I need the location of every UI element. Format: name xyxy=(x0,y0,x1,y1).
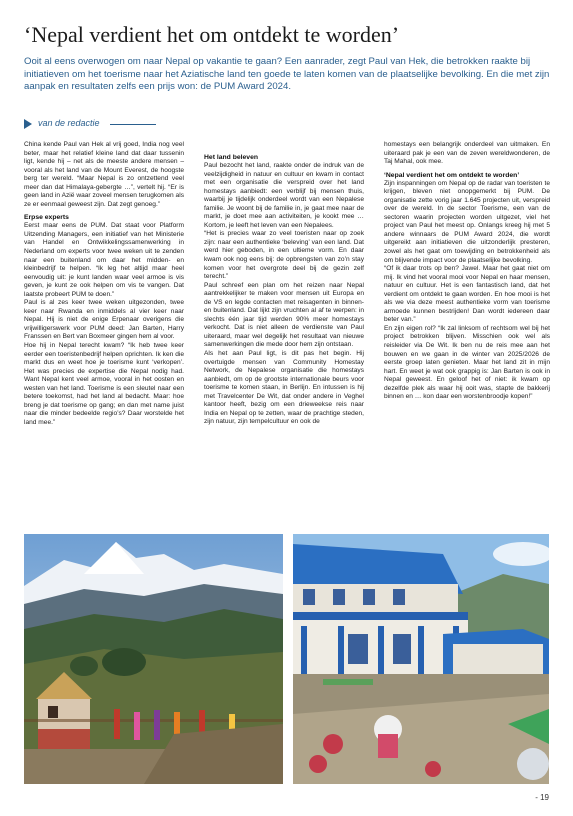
byline xyxy=(24,117,554,131)
paragraph: En zijn eigen rol? “Ik zal linksom of rechtsom wel bij het project betrokken blijven. Misschien ook wel als reisleider via De Wit. Ik ben nu de reis mee aan het bouwen en we gaan in de winter van 2025/2026 de eerste groep laten genieten. Maar het land zit in mijn hart. En weet je wat ook grappig is: Jan Barten is ook in Nepal geweest. En geloof het of niet: ik kwam op dezelfde plek als waar hij ooit was, stapte de bakkerij binnen en … kon daar een worstenbroodje kopen!” xyxy=(384,324,550,401)
triangle-icon xyxy=(24,119,32,129)
paragraph: Hoe hij in Nepal terecht kwam? “Ik heb twee keer eerder een toeristenbedrijf helpen oprichten. Ik ken die markt dus en weet hoe je toerisme kunt ‘verkopen’. Het was precies de expertise die Nepal nodig had. Want Nepal kent veel armoe, vooral in het oosten en westen van het land. Toerisme is een sleutel naar een betere toekomst, had het land al bedacht. Maar: hoe breng je dat toerisme op gang; en dan met name juist naar die minder bedeelde regio’s? Daar worstelde het land mee.” xyxy=(24,342,184,426)
column-3 xyxy=(384,141,550,402)
paragraph: Paul bezocht het land, raakte onder de indruk van de veelzijdigheid in natuur en cultuur en kwam in contact met een organisatie die verspreid over het land homestays aanbiedt: een verblijf bij mensen thuis, waarbij je tijdelijk onderdeel wordt van een Nepalese familie. Je woont bij de familie in, je gaat mee naar de markt, je doet mee aan activiteiten, je kookt mee … Kortom, je leeft het leven van een Nepalees. xyxy=(204,162,364,229)
paragraph: Paul schreef een plan om het reizen naar Nepal aantrekkelijker te maken voor mensen uit Europa en de VS en legde contacten met reisagenten in binnen- en buitenland. Dat lijkt zijn vruchten al af te werpen: in slechts één jaar tijd werden 90% meer homestays verkocht. Dat is niet alleen de verdienste van Paul uiteraard, maar wel degelijk het resultaat van nieuwe samenwerkingen die mede door hem zijn ontstaan. xyxy=(204,281,364,349)
photo-mountain-village xyxy=(24,534,283,784)
subheading: Het land beleven xyxy=(204,154,259,161)
paragraph: “Het is precies waar zo veel toeristen naar op zoek zijn: naar een authentieke ‘beleving’ van een land. Dat werd hier geboden, in een ultieme vorm. En daar kwam ook nog eens bij: de opbrengsten van zo’n stay komen voor het overgrote deel bij de gezin zelf terecht.” xyxy=(204,230,364,281)
column-2 xyxy=(204,141,364,427)
subheading: Erpse experts xyxy=(24,214,69,222)
photo-homestay-building xyxy=(293,534,549,784)
paragraph: Als het aan Paul ligt, is dit pas het begin. Hij overtuigde mensen van Community Homestay Network, de Nepalese organisatie die homestays aanbiedt, om op de grootste internationale beurs voor toerisme te komen staan, in Berlijn. En intussen is hij met Travelcenter De Wit, dat onder andere in Veghel kantoor heeft, bezig om een drieweekse reis naar India en Nepal op te zetten, waar de prachtige steden, zijn natuur, zijn tempelcultuur en ook de xyxy=(204,350,364,426)
byline-text: van de redactie xyxy=(38,118,100,128)
article-title: ‘Nepal verdient het om ontdekt te worden’ xyxy=(24,22,400,47)
subheading: ‘Nepal verdient het om ontdekt te worden’ xyxy=(384,171,520,179)
paragraph: homestays een belangrijk onderdeel van uitmaken. En uiteraard pak je een van de zeven wereldwonderen, de Taj Mahal, ook mee. xyxy=(384,141,550,166)
paragraph: China kende Paul van Hek al vrij goed, India nog veel beter, maar het relatief kleine land dat daar tussenin ligt, kende hij – net als de meeste andere mensen – vooral als het land van de Mount Everest, de hoogste berg ter wereld. “Maar Nepal is zo ontzettend veel meer dan dat Himalaya-gebergte …”, vertelt hij. “Er is geen land in Azië waar zoveel mensen terugkomen als ze er eenmaal geweest zijn. Dat zegt genoeg.” xyxy=(24,141,184,208)
column-1 xyxy=(24,141,184,428)
page-number: - 19 xyxy=(535,793,549,802)
paragraph: Zijn inspanningen om Nepal op de radar van toeristen te krijgen, bleven niet onopgemerkt bij PUM. De organisatie zette vorig jaar 1.645 projecten uit, verspreid over de wereld. In de sector Toerisme, een van de sectoren waarin projecten worden uitgezet, viel het project van Paul het meest op. Onlangs kreeg hij met 5 andere winnaars de PUM Award 2024, die wordt uitgereikt aan initiatieven die uitzonderlijk presteren, zowel als het gaat om toewijding en betrokkenheid als om blijvende impact voor de plaatselijke bevolking. xyxy=(384,179,550,264)
article-lead: Ooit al eens overwogen om naar Nepal op vakantie te gaan? Een aanrader, zegt Paul van Hek, die betrokken raakte bij initiatieven om het toerisme naar het Aziatische land ten goede te laten komen van de plaatselijke bevolking. En die met zijn aanpak en resultaten zelfs een prijs won: de PUM Award 2024. xyxy=(24,56,550,93)
paragraph: Paul is al zes keer twee weken uitgezonden, twee keer naar Rwanda en inmiddels al vier keer naar Nepal. Hij is niet de enige Erpenaar overigens die vrijwilligerswerk voor PUM deed: Jan Barten, Harry Franssen en Bert van Boxmeer gingen hem al voor. xyxy=(24,299,184,341)
paragraph: “Of ik daar trots op ben? Jawel. Maar het gaat niet om mij. Ik vind het vooral mooi voor Nepal en haar mensen, natuur en cultuur. Het is een fantastisch land, dat het verdient om ontdekt te gaan worden. En hoe mooi is het als we via deze meest authentieke vorm van toerisme armoede kunnen bestrijden! Dan wordt iedereen daar beter van.” xyxy=(384,265,550,324)
paragraph: Eerst maar eens de PUM. Dat staat voor Platform Uitzending Managers, een initiatief van het Ministerie van Handel en Ontwikkelingssamenwerking in Nederland om experts voor twee weken uit te zenden naar een buitenland om daar het midden- en kleinbedrijf te helpen. “Ik leg het altijd maar heel eenvoudig uit: je kunt landen waar veel armoe is vis geven, je kunt ze ook helpen om vis te vangen. Dat laatste probeert PUM te doen.” xyxy=(24,222,184,298)
byline-rule xyxy=(110,124,156,125)
